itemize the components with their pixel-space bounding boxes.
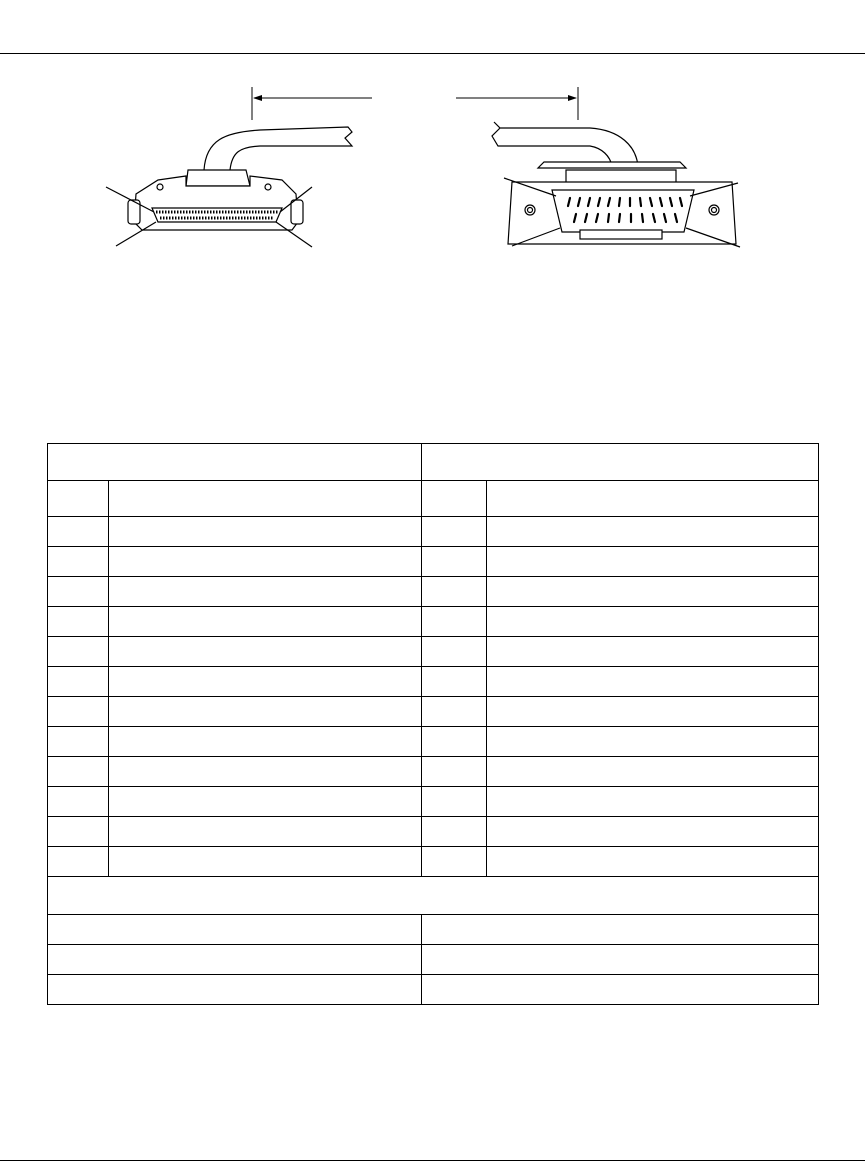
table-cell xyxy=(487,517,819,547)
subheader-cell xyxy=(422,481,487,517)
table-row xyxy=(48,787,819,817)
table-cell xyxy=(487,727,819,757)
table-cell xyxy=(487,607,819,637)
table-subheader-row xyxy=(48,481,819,517)
25-pin-d-sub-connector-icon xyxy=(492,122,740,247)
table-cell xyxy=(422,787,487,817)
header-cell xyxy=(422,444,819,481)
dimension-arrow-icon xyxy=(252,87,578,120)
table-row xyxy=(48,607,819,637)
table-cell xyxy=(48,697,109,727)
table-cell xyxy=(109,697,422,727)
table-row xyxy=(48,847,819,877)
table-cell xyxy=(109,757,422,787)
table-cell xyxy=(422,547,487,577)
table-cell xyxy=(48,757,109,787)
table-cell xyxy=(422,577,487,607)
table-cell xyxy=(109,577,422,607)
table-cell xyxy=(487,757,819,787)
table-row xyxy=(48,577,819,607)
table-cell xyxy=(109,847,422,877)
cable-connector-diagram xyxy=(0,60,865,260)
table-cell xyxy=(48,517,109,547)
footer-rule xyxy=(0,1160,865,1161)
footer-cell xyxy=(48,975,422,1005)
table-row xyxy=(48,727,819,757)
table-cell xyxy=(422,757,487,787)
table-cell xyxy=(487,667,819,697)
table-cell xyxy=(109,547,422,577)
footer-cell xyxy=(48,915,422,945)
table-cell xyxy=(422,517,487,547)
table-row xyxy=(48,757,819,787)
table-cell xyxy=(48,847,109,877)
table-row xyxy=(48,547,819,577)
header-rule xyxy=(0,53,865,54)
table-cell xyxy=(487,787,819,817)
table-cell xyxy=(48,787,109,817)
table-footer-row xyxy=(48,945,819,975)
subheader-cell xyxy=(487,481,819,517)
table-cell xyxy=(422,727,487,757)
table-cell xyxy=(422,607,487,637)
table-cell xyxy=(487,847,819,877)
table-cell xyxy=(48,547,109,577)
table-cell xyxy=(422,667,487,697)
table-row xyxy=(48,817,819,847)
table-cell xyxy=(487,577,819,607)
50-pin-half-pitch-connector-icon xyxy=(106,127,352,247)
subheader-cell xyxy=(48,481,109,517)
table-cell xyxy=(487,637,819,667)
footer-cell xyxy=(422,915,819,945)
table-footer-row xyxy=(48,975,819,1005)
table-cell xyxy=(109,817,422,847)
table-row xyxy=(48,667,819,697)
table-cell xyxy=(109,667,422,697)
table-cell xyxy=(109,727,422,757)
table-cell xyxy=(487,817,819,847)
table-cell xyxy=(422,847,487,877)
pin-assignment-table xyxy=(47,443,819,1005)
table-row xyxy=(48,637,819,667)
table-note-row xyxy=(48,877,819,915)
table-cell xyxy=(48,667,109,697)
table-cell xyxy=(487,697,819,727)
table-cell xyxy=(422,637,487,667)
table-cell xyxy=(109,787,422,817)
footer-cell xyxy=(422,975,819,1005)
table-header-row xyxy=(48,444,819,481)
table-cell xyxy=(109,637,422,667)
table-cell xyxy=(422,697,487,727)
footer-cell xyxy=(48,945,422,975)
table-footer-row xyxy=(48,915,819,945)
note-cell xyxy=(48,877,819,915)
table-cell xyxy=(48,607,109,637)
table-cell xyxy=(48,637,109,667)
subheader-cell xyxy=(109,481,422,517)
table-cell xyxy=(422,817,487,847)
table-row xyxy=(48,697,819,727)
table-cell xyxy=(109,607,422,637)
table-cell xyxy=(487,547,819,577)
table-cell xyxy=(48,727,109,757)
table-row xyxy=(48,517,819,547)
table-cell xyxy=(109,517,422,547)
footer-cell xyxy=(422,945,819,975)
table-cell xyxy=(48,817,109,847)
header-cell xyxy=(48,444,422,481)
table-cell xyxy=(48,577,109,607)
